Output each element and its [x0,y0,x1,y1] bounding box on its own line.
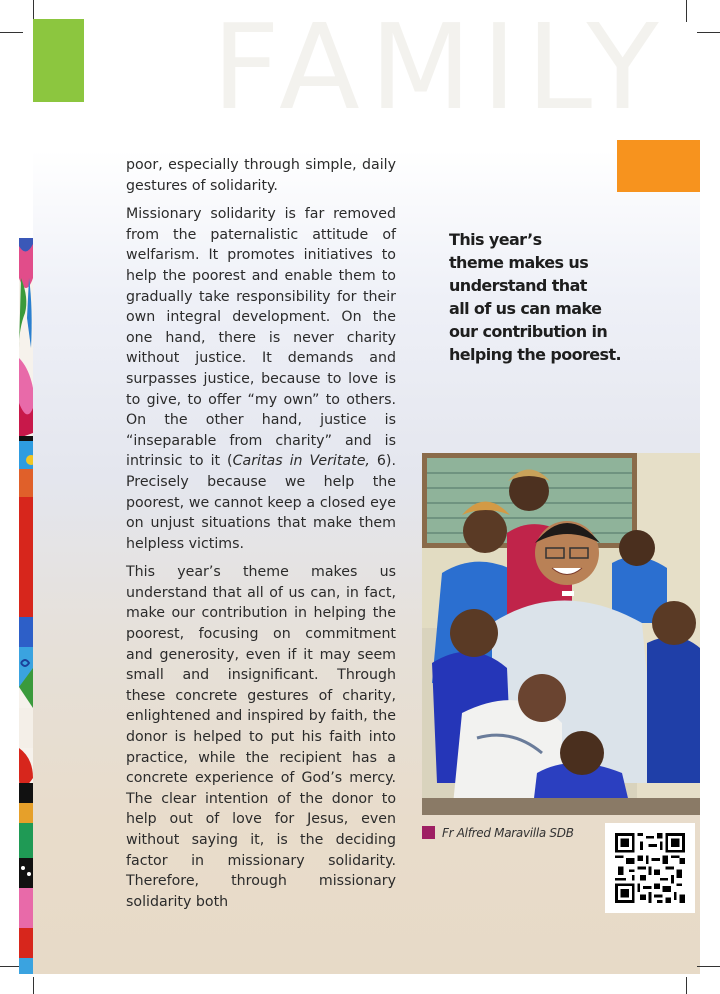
crop-mark [33,977,34,994]
pull-quote-line: theme makes us [449,253,589,272]
crop-mark [697,32,720,33]
green-accent-block [33,19,84,102]
caption-marker [422,826,435,839]
citation-italic: Caritas in Veritate, [232,453,370,470]
paragraph-text: 6). Precisely because we help the poorest, we cannot keep a closed eye on unjust situations that make them helpless victims. [126,453,396,552]
crop-mark [0,32,23,33]
article-paragraph: poor, especially through simple, daily gestures of solidarity. [126,157,396,194]
qr-code[interactable] [605,823,695,913]
crop-mark [697,966,720,967]
photo-caption: Fr Alfred Maravilla SDB [442,826,574,840]
qr-code-icon [615,833,685,903]
decorative-pattern-strip [19,238,33,974]
paragraph-text: Missionary solidarity is far removed from the paternalistic attitude of welfarism. It promotes initiatives to help the poorest and enable them to gradually take responsibility for their own integral development. On the one hand, there is never charity without justice. It demands and surpasses justice, because to love is to give, to offer “my own” to others. On the other hand, justice is “inseparable from charity” and is intrinsic to it ( [126,206,396,470]
crop-mark [686,977,687,994]
article-body [126,155,396,920]
pull-quote-line: This year’s [449,230,542,249]
pull-quote [449,228,639,366]
pull-quote-line: helping the poorest. [449,345,621,364]
watermark-title: FAMILY [212,0,669,136]
group-photo [422,453,700,815]
article-paragraph: This year’s theme makes us understand that all of us can, in fact, make our contribution in helping the poorest, focusing on commitment and generosity, even if it may seem small and insignificant. Through these concrete gestures of charity, enlightened and inspired by faith, the donor is helped to put his faith into practice, while the recipient has a concrete experience of God’s mercy. The clear intention of the donor to help out of love for Jesus, even without saying it, is the deciding factor in missionary solidarity. Therefore, through missionary solidarity both [126,564,396,910]
orange-accent-block [617,140,700,192]
pull-quote-line: our contribution in [449,322,608,341]
article-paragraph [126,204,396,554]
pull-quote-line: all of us can make [449,299,602,318]
pull-quote-line: understand that [449,276,587,295]
crop-mark [686,0,687,22]
